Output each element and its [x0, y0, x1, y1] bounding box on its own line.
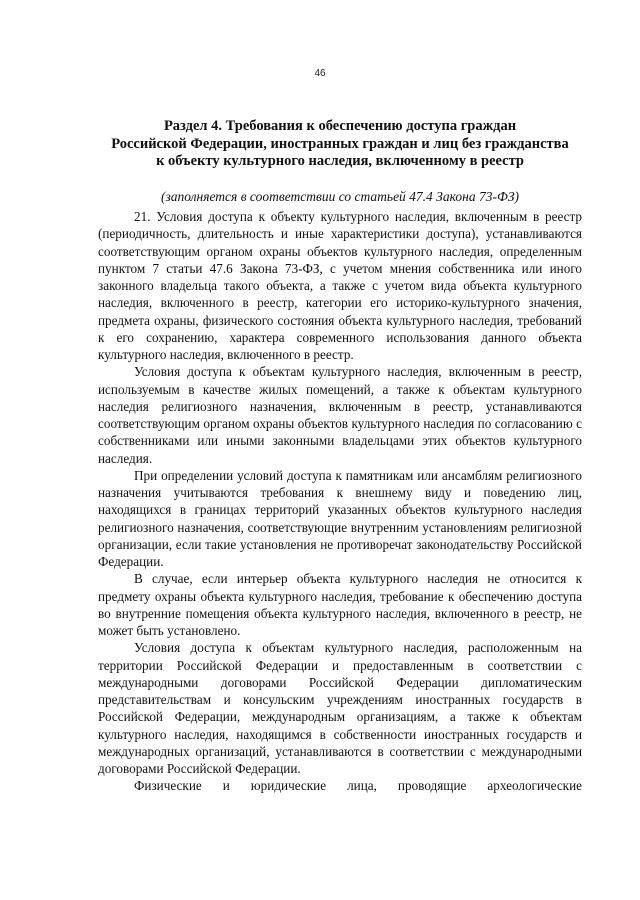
paragraph-interior: В случае, если интерьер объекта культурного наследия не относится к предмету охраны объекта культурного наследия, требование к обеспечению доступа во внутренние помещения объекта культурного наследия, включенного в реестр, не может быть установлено.	[98, 571, 582, 638]
paragraph-religious: При определении условий доступа к памятникам или ансамблям религиозного назначения учитываются требования к внешнему виду и поведению лиц, находящихся в границах территорий указанных объектов культурного наследия религиозного назначения, соответствующие внутренним установлениям религиозной организации, если такие установления не противоречат законодательству Российской Федерации.	[98, 467, 582, 569]
section-subtitle: (заполняется в соответствии со статьей 47.4 Закона 73-ФЗ)	[160, 189, 520, 204]
heading-line-3: к объекту культурного наследия, включенному в реестр	[156, 153, 524, 169]
section-heading	[98, 118, 582, 171]
paragraph-archaeological: Физические и юридические лица, проводящие археологические	[134, 778, 582, 794]
body-text	[98, 208, 582, 795]
heading-line-1: Раздел 4. Требования к обеспечению доступа граждан	[163, 118, 517, 134]
paragraph-residential: Условия доступа к объектам культурного наследия, включенным в реестр, используемым в качестве жилых помещений, а также к объектам культурного наследия религиозного назначения, включенным в реестр, устанавливаются соответствующим органом охраны объектов культурного наследия по согласованию с собственниками или иными законными владельцами этих объектов культурного наследия.	[98, 364, 582, 466]
paragraph-21: 21. Условия доступа к объекту культурного наследия, включенным в реестр (периодичность, длительность и иные характеристики доступа), устанавливаются соответствующим органом охраны объектов культурного наследия, определенным пунктом 7 статьи 47.6 Закона 73-ФЗ, с учетом мнения собственника или иного законного владельца такого объекта, а также с учетом вида объекта культурного наследия, включенного в реестр, категории его историко-культурного значения, предмета охраны, физического состояния объекта культурного наследия, требований к его сохранению, характера современного использования данного объекта культурного наследия, включенного в реестр.	[98, 209, 582, 362]
heading-line-2: Российской Федерации, иностранных граждан и лиц без гражданства	[111, 135, 569, 152]
page-number: 46	[314, 68, 326, 79]
paragraph-diplomatic: Условия доступа к объектам культурного наследия, расположенным на территории Российской Федерации и предоставленным в соответствии с международными договорами Российской Федерации дипломатическим представительствам и консульским учреждениям иностранных государств в Российской Федерации, международным организациям, а также к объектам культурного наследия, находящимся в собственности иностранных государств и международных организаций, устанавливаются в соответствии с международными договорами Российской Федерации.	[98, 640, 582, 776]
